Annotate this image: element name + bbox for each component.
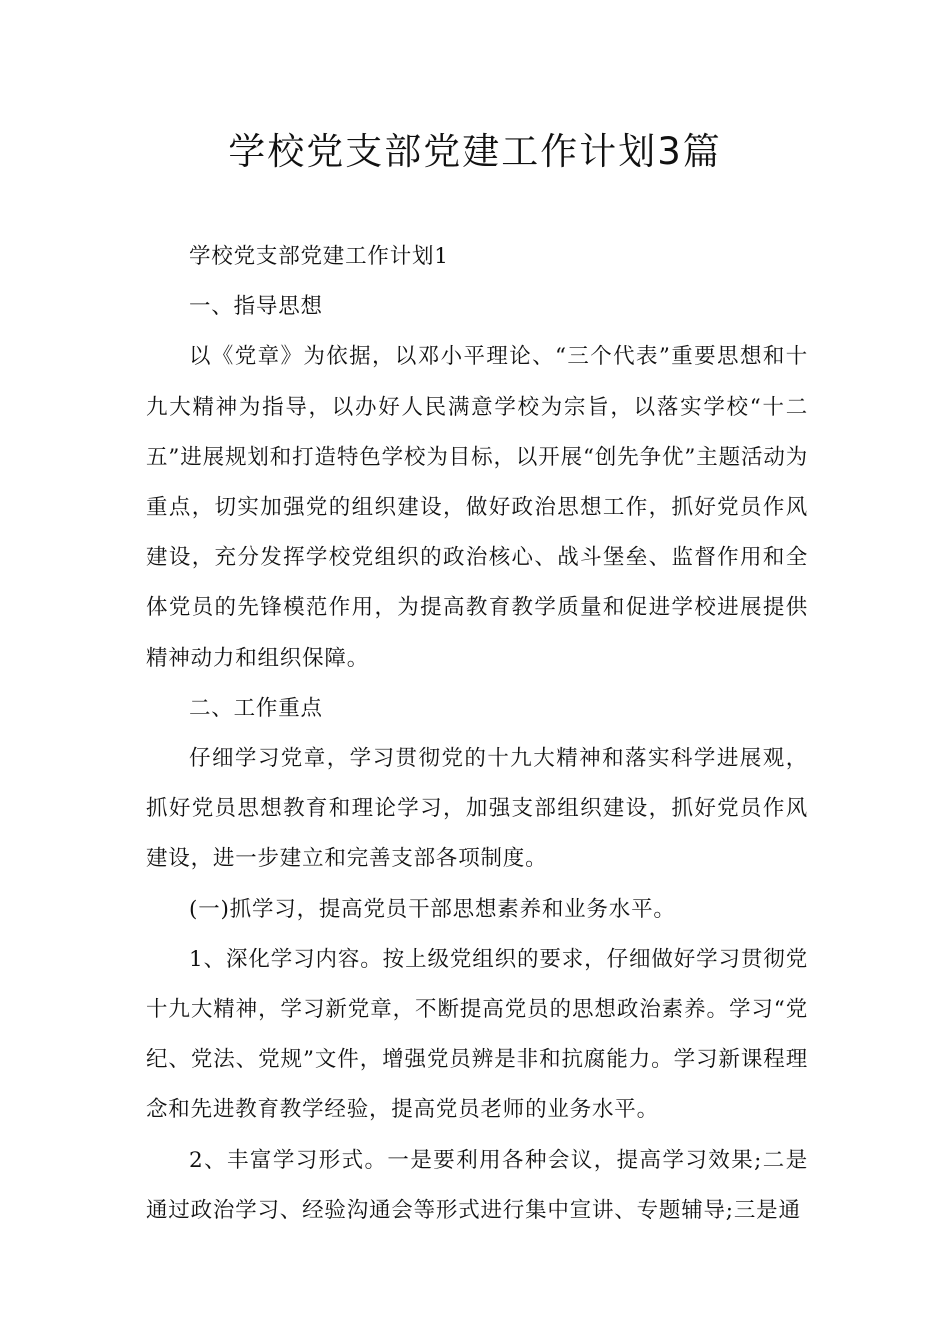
paragraph-deepen-study: 1、深化学习内容。按上级党组织的要求，仔细做好学习贯彻党十九大精神，学习新党章，不断提高党员的思想政治素养。学习“党纪、党法、党规”文件，增强党员辨是非和抗腐能力。学习新课程理念和先进教育教学经验，提高党员老师的业务水平。 [146,946,808,1123]
section-heading-plan-1: 学校党支部党建工作计划1 [189,244,449,269]
paragraph-guiding-ideology: 以《党章》为依据，以邓小平理论、“三个代表”重要思想和十九大精神为指导，以办好人民满意学校为宗旨，以落实学校“十二五”进展规划和打造特色学校为目标，以开展“创先争优”主题活动为重点，切实加强党的组织建设，做好政治思想工作，抓好党员作风建设，充分发挥学校党组织的政治核心、战斗堡垒、监督作用和全体党员的先锋模范作用，为提高教育教学质量和促进学校进展提供精神动力和组织保障。 [146,344,808,671]
document-body [146,232,808,1236]
heading-work-focus: 二、工作重点 [189,695,323,721]
subheading-study: (一)抓学习，提高党员干部思想素养和业务水平。 [189,896,676,922]
paragraph-enrich-study-forms: 2、丰富学习形式。一是要利用各种会议，提高学习效果;二是通过政治学习、经验沟通会等形式进行集中宣讲、专题辅导;三是通 [146,1147,808,1223]
heading-guiding-ideology: 一、指导思想 [189,294,323,320]
document-title: 学校党支部党建工作计划3篇 [228,130,722,173]
paragraph-work-focus: 仔细学习党章，学习贯彻党的十九大精神和落实科学进展观，抓好党员思想教育和理论学习，加强支部组织建设，抓好党员作风建设，进一步建立和完善支部各项制度。 [146,746,808,872]
